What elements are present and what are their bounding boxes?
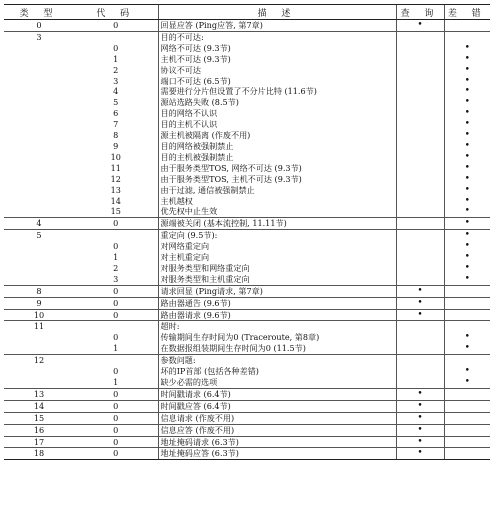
error-mark: • xyxy=(444,196,490,207)
table-row xyxy=(4,377,490,388)
table-row xyxy=(4,86,490,97)
query-mark xyxy=(396,206,444,217)
table-row xyxy=(4,388,490,400)
query-mark: • xyxy=(396,309,444,321)
table-row xyxy=(4,65,490,76)
type-cell xyxy=(4,377,74,388)
description-cell: 目的网络被强制禁止 xyxy=(158,141,396,152)
code-cell: 4 xyxy=(113,86,119,97)
query-mark xyxy=(396,377,444,388)
code-cell: 0 xyxy=(74,448,158,460)
description-cell: 主机不可达 (9.3节) xyxy=(158,54,396,65)
table-row xyxy=(4,436,490,448)
table-row xyxy=(4,297,490,309)
query-mark xyxy=(396,97,444,108)
code-cell xyxy=(74,31,158,42)
type-cell xyxy=(4,43,74,54)
query-mark: • xyxy=(396,424,444,436)
table-row xyxy=(4,424,490,436)
type-cell: 3 xyxy=(4,31,74,42)
code-cell: 12 xyxy=(110,173,121,184)
type-cell xyxy=(4,206,74,217)
type-cell xyxy=(4,263,74,274)
error-mark: • xyxy=(444,163,490,174)
type-cell: 8 xyxy=(4,285,74,297)
query-mark: • xyxy=(396,297,444,309)
error-mark: • xyxy=(444,65,490,76)
query-mark xyxy=(396,141,444,152)
error-mark: • xyxy=(444,343,490,354)
description-cell: 地址掩码请求 (6.3节) xyxy=(158,436,396,448)
type-cell xyxy=(4,241,74,252)
table-row xyxy=(4,230,490,241)
query-mark xyxy=(396,343,444,354)
code-cell: 0 xyxy=(74,309,158,321)
code-cell: 6 xyxy=(113,108,119,119)
description-cell: 需要进行分片但设置了不分片比特 (11.6节) xyxy=(158,86,396,97)
error-mark: • xyxy=(444,377,490,388)
table-header xyxy=(4,5,490,20)
type-cell xyxy=(4,108,74,119)
code-cell: 9 xyxy=(113,140,119,151)
code-cell: 1 xyxy=(113,252,119,263)
table-row xyxy=(4,332,490,343)
type-cell: 4 xyxy=(4,218,74,230)
table-row xyxy=(4,218,490,230)
query-mark xyxy=(396,366,444,377)
query-mark xyxy=(396,196,444,207)
table-row xyxy=(4,43,490,54)
type-cell: 12 xyxy=(4,355,74,366)
description-cell: 地址掩码应答 (6.3节) xyxy=(158,448,396,460)
type-cell: 15 xyxy=(4,412,74,424)
query-mark xyxy=(396,119,444,130)
type-cell xyxy=(4,65,74,76)
query-mark xyxy=(396,185,444,196)
description-cell: 信息请求 (作废不用) xyxy=(158,412,396,424)
code-cell: 3 xyxy=(113,273,119,284)
description-cell: 由于服务类型TOS, 网络不可达 (9.3节) xyxy=(158,163,396,174)
description-cell: 坏的IP首部 (包括各种差错) xyxy=(158,366,396,377)
error-mark xyxy=(444,388,490,400)
table-row xyxy=(4,130,490,141)
code-cell: 11 xyxy=(110,162,121,173)
code-cell: 0 xyxy=(113,241,119,252)
type-cell: 5 xyxy=(4,230,74,241)
type-cell xyxy=(4,141,74,152)
table-row xyxy=(4,285,490,297)
table-row xyxy=(4,252,490,263)
table-row xyxy=(4,174,490,185)
query-mark: • xyxy=(396,285,444,297)
type-cell xyxy=(4,185,74,196)
type-cell xyxy=(4,119,74,130)
description-cell: 在数据报组装期间生存时间为0 (11.5节) xyxy=(158,343,396,354)
table-row xyxy=(4,366,490,377)
error-mark: • xyxy=(444,152,490,163)
description-cell: 缺少必需的选项 xyxy=(158,377,396,388)
description-cell: 源站选路失败 (8.5节) xyxy=(158,97,396,108)
table-row xyxy=(4,400,490,412)
error-mark xyxy=(444,309,490,321)
query-mark xyxy=(396,54,444,65)
type-cell xyxy=(4,152,74,163)
type-cell xyxy=(4,252,74,263)
table-row xyxy=(4,31,490,42)
error-mark xyxy=(444,436,490,448)
table-row xyxy=(4,97,490,108)
header-error: 差 错 xyxy=(444,5,490,20)
type-cell: 13 xyxy=(4,388,74,400)
header-query: 查 询 xyxy=(396,5,444,20)
code-cell: 5 xyxy=(113,97,119,108)
code-cell: 15 xyxy=(110,206,121,217)
table-row xyxy=(4,321,490,332)
table-row xyxy=(4,412,490,424)
error-mark xyxy=(444,321,490,332)
code-cell xyxy=(74,321,158,332)
code-cell: 0 xyxy=(113,366,119,377)
code-cell: 0 xyxy=(74,297,158,309)
type-cell xyxy=(4,174,74,185)
code-cell: 1 xyxy=(113,53,119,64)
query-mark xyxy=(396,108,444,119)
type-cell xyxy=(4,274,74,285)
code-cell: 0 xyxy=(74,285,158,297)
code-cell: 7 xyxy=(113,119,119,130)
type-cell: 10 xyxy=(4,309,74,321)
query-mark xyxy=(396,230,444,241)
error-mark xyxy=(444,297,490,309)
description-cell: 端口不可达 (6.5节) xyxy=(158,76,396,87)
description-cell: 目的网络不认识 xyxy=(158,108,396,119)
type-cell xyxy=(4,343,74,354)
error-mark: • xyxy=(444,241,490,252)
table-row xyxy=(4,108,490,119)
description-cell: 信息应答 (作废不用) xyxy=(158,424,396,436)
table-row xyxy=(4,141,490,152)
description-cell: 由于过滤, 通信被强制禁止 xyxy=(158,185,396,196)
code-cell: 3 xyxy=(113,75,119,86)
query-mark xyxy=(396,263,444,274)
error-mark: • xyxy=(444,185,490,196)
error-mark: • xyxy=(444,174,490,185)
table-row xyxy=(4,185,490,196)
query-mark xyxy=(396,130,444,141)
query-mark: • xyxy=(396,412,444,424)
icmp-message-type-table xyxy=(4,4,490,460)
code-cell: 0 xyxy=(74,20,158,32)
query-mark: • xyxy=(396,448,444,460)
table-row xyxy=(4,355,490,366)
error-mark: • xyxy=(444,366,490,377)
description-cell: 超时: xyxy=(158,321,396,332)
query-mark xyxy=(396,152,444,163)
code-cell: 14 xyxy=(110,195,121,206)
type-cell xyxy=(4,86,74,97)
description-cell: 回显应答 (Ping应答, 第7章) xyxy=(158,20,396,32)
error-mark: • xyxy=(444,43,490,54)
header-row xyxy=(4,5,490,20)
query-mark xyxy=(396,163,444,174)
type-cell xyxy=(4,130,74,141)
description-cell: 传输期间生存时间为0 (Traceroute, 第8章) xyxy=(158,332,396,343)
table-row xyxy=(4,274,490,285)
type-cell: 18 xyxy=(4,448,74,460)
description-cell: 网络不可达 (9.3节) xyxy=(158,43,396,54)
table-row xyxy=(4,20,490,32)
error-mark: • xyxy=(444,206,490,217)
description-cell: 由于服务类型TOS, 主机不可达 (9.3节) xyxy=(158,174,396,185)
error-mark: • xyxy=(444,230,490,241)
description-cell: 主机越权 xyxy=(158,196,396,207)
description-cell: 时间戳应答 (6.4节) xyxy=(158,400,396,412)
description-cell: 时间戳请求 (6.4节) xyxy=(158,388,396,400)
query-mark: • xyxy=(396,436,444,448)
query-mark xyxy=(396,76,444,87)
table-body xyxy=(4,20,490,460)
query-mark xyxy=(396,65,444,76)
error-mark: • xyxy=(444,141,490,152)
query-mark xyxy=(396,86,444,97)
error-mark xyxy=(444,424,490,436)
code-cell: 10 xyxy=(110,151,121,162)
table-row xyxy=(4,448,490,460)
query-mark xyxy=(396,332,444,343)
type-cell xyxy=(4,196,74,207)
description-cell: 对网络重定向 xyxy=(158,241,396,252)
error-mark: • xyxy=(444,332,490,343)
code-cell: 0 xyxy=(113,42,119,53)
type-cell: 11 xyxy=(4,321,74,332)
error-mark: • xyxy=(444,76,490,87)
description-cell: 对服务类型和网络重定向 xyxy=(158,263,396,274)
header-description: 描 述 xyxy=(158,5,396,20)
query-mark xyxy=(396,43,444,54)
type-cell: 16 xyxy=(4,424,74,436)
error-mark: • xyxy=(444,218,490,230)
description-cell: 请求回显 (Ping请求, 第7章) xyxy=(158,285,396,297)
table-row xyxy=(4,309,490,321)
query-mark: • xyxy=(396,388,444,400)
error-mark xyxy=(444,412,490,424)
error-mark xyxy=(444,400,490,412)
type-cell: 9 xyxy=(4,297,74,309)
error-mark xyxy=(444,31,490,42)
header-type: 类 型 xyxy=(4,5,74,20)
code-cell: 0 xyxy=(74,412,158,424)
query-mark xyxy=(396,31,444,42)
query-mark xyxy=(396,355,444,366)
code-cell: 0 xyxy=(74,388,158,400)
type-cell xyxy=(4,332,74,343)
table-row xyxy=(4,152,490,163)
description-cell: 源主机被隔离 (作废不用) xyxy=(158,130,396,141)
header-code: 代 码 xyxy=(74,5,158,20)
description-cell: 优先权中止生效 xyxy=(158,206,396,217)
code-cell: 0 xyxy=(74,218,158,230)
table-row xyxy=(4,343,490,354)
error-mark: • xyxy=(444,263,490,274)
code-cell: 2 xyxy=(113,262,119,273)
description-cell: 目的主机不认识 xyxy=(158,119,396,130)
code-cell: 1 xyxy=(113,343,119,354)
description-cell: 源端被关闭 (基本流控制, 11.11节) xyxy=(158,218,396,230)
error-mark: • xyxy=(444,86,490,97)
query-mark: • xyxy=(396,400,444,412)
table-row xyxy=(4,163,490,174)
code-cell: 0 xyxy=(74,424,158,436)
query-mark xyxy=(396,174,444,185)
query-mark xyxy=(396,321,444,332)
code-cell: 2 xyxy=(113,64,119,75)
error-mark: • xyxy=(444,54,490,65)
code-cell: 1 xyxy=(113,377,119,387)
error-mark xyxy=(444,355,490,366)
type-cell: 0 xyxy=(4,20,74,32)
type-cell: 17 xyxy=(4,436,74,448)
code-cell xyxy=(74,355,158,366)
description-cell: 对主机重定向 xyxy=(158,252,396,263)
table-row xyxy=(4,206,490,217)
table-row xyxy=(4,263,490,274)
query-mark xyxy=(396,252,444,263)
code-cell xyxy=(74,230,158,241)
error-mark: • xyxy=(444,108,490,119)
type-cell xyxy=(4,163,74,174)
code-cell: 13 xyxy=(110,184,121,195)
code-cell: 0 xyxy=(113,332,119,343)
type-cell xyxy=(4,54,74,65)
query-mark xyxy=(396,218,444,230)
table-row xyxy=(4,54,490,65)
query-mark xyxy=(396,241,444,252)
table-row xyxy=(4,76,490,87)
description-cell: 对服务类型和主机重定向 xyxy=(158,274,396,285)
code-cell: 0 xyxy=(74,400,158,412)
error-mark: • xyxy=(444,274,490,285)
type-cell xyxy=(4,97,74,108)
error-mark: • xyxy=(444,130,490,141)
code-cell: 0 xyxy=(74,436,158,448)
error-mark: • xyxy=(444,252,490,263)
description-cell: 协议不可达 xyxy=(158,65,396,76)
error-mark xyxy=(444,285,490,297)
description-cell: 路由器请求 (9.6节) xyxy=(158,309,396,321)
code-cell: 8 xyxy=(113,130,119,141)
table-row xyxy=(4,241,490,252)
error-mark: • xyxy=(444,97,490,108)
type-cell xyxy=(4,76,74,87)
type-cell xyxy=(4,366,74,377)
description-cell: 重定向 (9.5节): xyxy=(158,230,396,241)
table-row xyxy=(4,196,490,207)
table-row xyxy=(4,119,490,130)
description-cell: 目的主机被强制禁止 xyxy=(158,152,396,163)
description-cell: 路由器通告 (9.6节) xyxy=(158,297,396,309)
error-mark: • xyxy=(444,119,490,130)
error-mark xyxy=(444,448,490,460)
description-cell: 参数问题: xyxy=(158,355,396,366)
error-mark xyxy=(444,20,490,32)
description-cell: 目的不可达: xyxy=(158,31,396,42)
type-cell: 14 xyxy=(4,400,74,412)
query-mark: • xyxy=(396,20,444,32)
query-mark xyxy=(396,274,444,285)
